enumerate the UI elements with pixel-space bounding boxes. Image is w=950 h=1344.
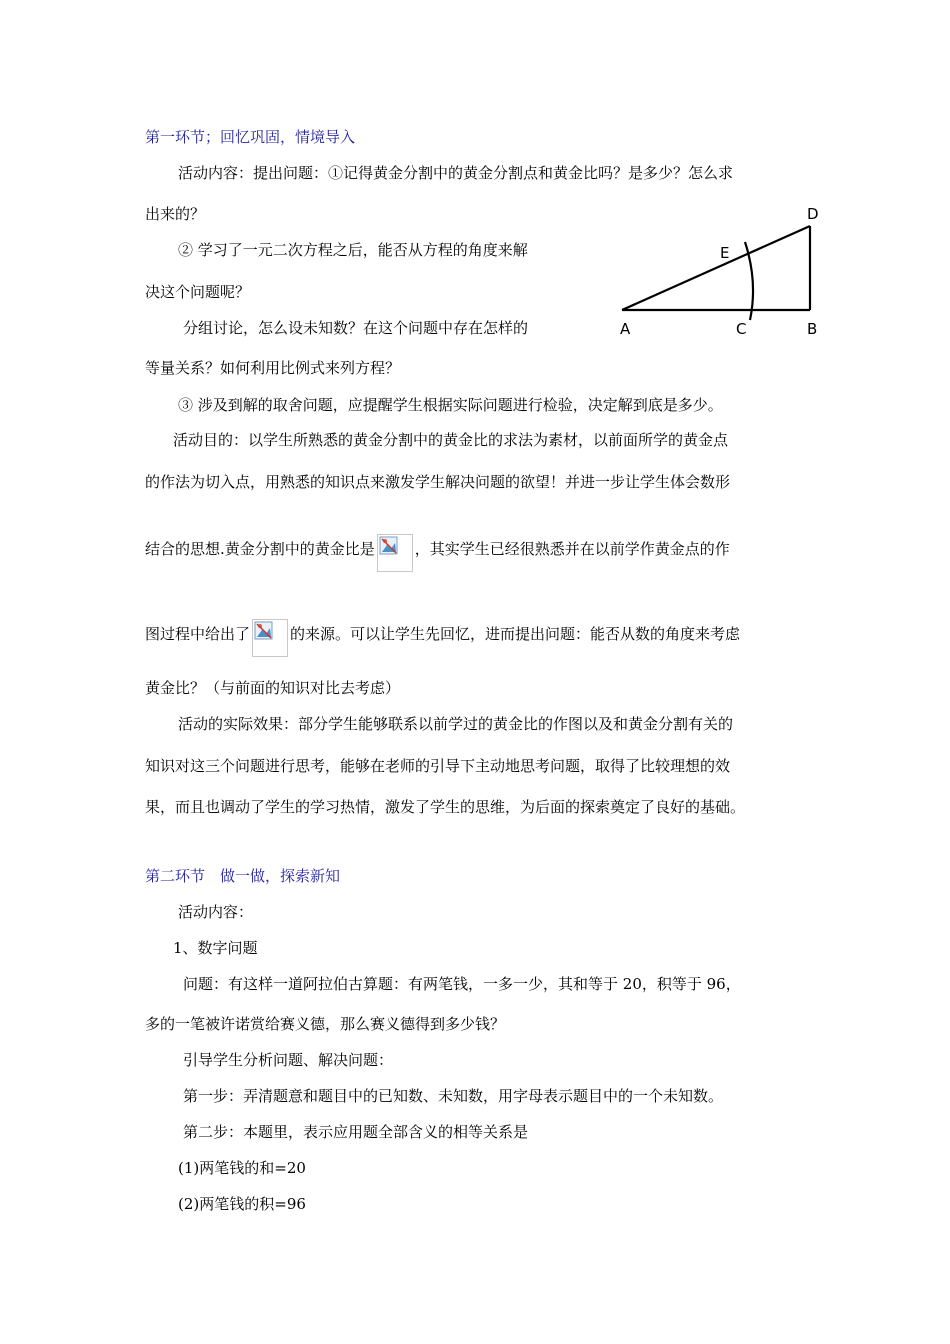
label-E: E <box>720 244 730 262</box>
effect-line: 知识对这三个问题进行思考，能够在老师的引导下主动地思考问题，取得了比较理想的效 <box>145 757 731 775</box>
section2-heading: 第二环节 做一做，探索新知 <box>145 867 341 885</box>
relation-line: (1)两笔钱的和=20 <box>178 1159 306 1177</box>
segment-AD <box>622 226 810 310</box>
problem-line: 问题：有这样一道阿拉伯古算题：有两笔钱，一多一少，其和等于 20，积等于 96， <box>183 975 741 993</box>
label-B: B <box>807 320 818 338</box>
question-2-line: 决这个问题呢？ <box>145 283 251 301</box>
purpose-text: 结合的思想.黄金分割中的黄金比是 <box>145 540 375 558</box>
question-3-line: ③ 涉及到解的取舍问题，应提醒学生根据实际问题进行检验，决定解到底是多少。 <box>178 396 723 414</box>
activity-content-label: 活动内容： <box>178 903 254 921</box>
activity-content-line: 出来的？ <box>145 205 206 223</box>
formula-image-placeholder <box>252 619 288 657</box>
section1-heading: 第一环节；回忆巩固，情境导入 <box>145 128 356 146</box>
question-2-line: ② 学习了一元二次方程之后，能否从方程的角度来解 <box>178 241 528 259</box>
group-discussion-line: 等量关系？如何利用比例式来列方程？ <box>145 359 401 377</box>
label-C: C <box>736 320 747 338</box>
purpose-text: ，其实学生已经很熟悉并在以前学作黄金点的作 <box>414 540 730 558</box>
relation-line: (2)两笔钱的积=96 <box>178 1195 306 1213</box>
label-A: A <box>620 320 631 338</box>
guide-line: 引导学生分析问题、解决问题： <box>183 1051 394 1069</box>
broken-image-icon <box>379 536 399 556</box>
item-heading: 1、数字问题 <box>173 939 258 957</box>
purpose-text: 图过程中给出了 <box>145 625 251 643</box>
purpose-text: 的来源。可以让学生先回忆，进而提出问题：能否从数的角度来考虑 <box>290 625 741 643</box>
step-line: 第一步：弄清题意和题目中的已知数、未知数，用字母表示题目中的一个未知数。 <box>183 1087 724 1105</box>
group-discussion-line: 分组讨论，怎么设未知数？在这个问题中存在怎样的 <box>183 319 529 337</box>
activity-content-line: 活动内容：提出问题：①记得黄金分割中的黄金分割点和黄金比吗？是多少？怎么求 <box>178 164 734 182</box>
broken-image-icon <box>254 621 274 641</box>
problem-line: 多的一笔被许诺赏给赛义德，那么赛义德得到多少钱？ <box>145 1015 506 1033</box>
step-line: 第二步：本题里，表示应用题全部含义的相等关系是 <box>183 1123 529 1141</box>
purpose-line-with-image <box>145 534 730 572</box>
purpose-line: 活动目的：以学生所熟悉的黄金分割中的黄金比的求法为素材，以前面所学的黄金点 <box>173 431 729 449</box>
golden-section-figure <box>612 200 832 340</box>
effect-line: 果，而且也调动了学生的学习热情，激发了学生的思维，为后面的探索奠定了良好的基础。 <box>145 798 746 816</box>
effect-line: 活动的实际效果：部分学生能够联系以前学过的黄金比的作图以及和黄金分割有关的 <box>178 715 734 733</box>
purpose-line: 黄金比？（与前面的知识对比去考虑） <box>145 679 401 697</box>
formula-image-placeholder <box>377 534 413 572</box>
label-D: D <box>807 205 819 223</box>
purpose-line: 的作法为切入点，用熟悉的知识点来激发学生解决问题的欲望！并进一步让学生体会数形 <box>145 473 731 491</box>
purpose-line-with-image <box>145 619 740 657</box>
